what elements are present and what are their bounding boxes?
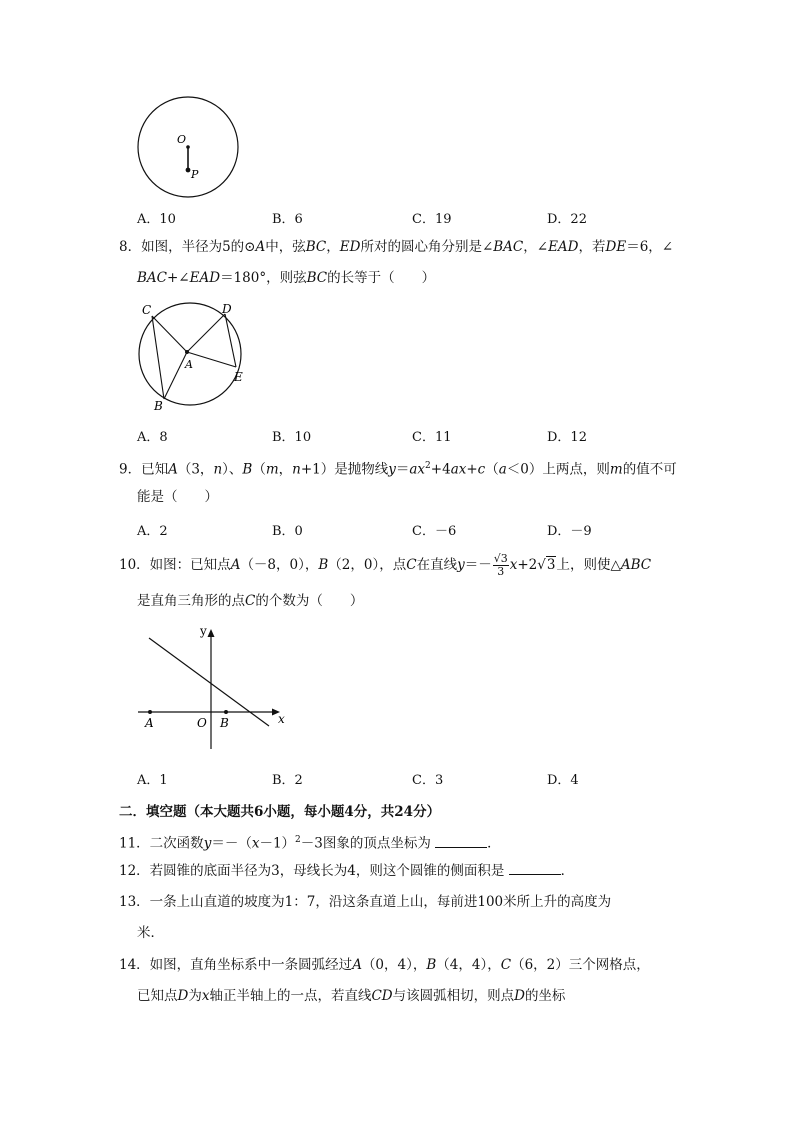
- q7-label-o: O: [177, 133, 187, 146]
- q7-option-d[interactable]: D．22: [547, 212, 587, 227]
- q7-option-a[interactable]: A．10: [137, 212, 176, 227]
- q8-label-e: E: [234, 370, 243, 384]
- q9-stem-line2: 能是（ ）: [137, 489, 218, 505]
- q10-point-b: [224, 710, 228, 714]
- q8-circle-figure: [132, 298, 252, 413]
- q10-label-b: B: [220, 716, 229, 730]
- q10-y-axis-arrow: [208, 629, 215, 637]
- q10-option-a[interactable]: A．1: [137, 773, 168, 788]
- q8-segment-ae: [187, 352, 236, 367]
- q8-point-a: [185, 350, 189, 354]
- q10-option-d[interactable]: D．4: [547, 773, 579, 788]
- q8-segment-de: [225, 314, 236, 367]
- q8-stem-line1: 8．如图，半径为5的⊙A中，弦BC，ED所对的圆心角分别是∠BAC，∠EAD，若DE＝6，∠: [119, 239, 674, 255]
- q11-stem: 11．二次函数$y=-(x-1)^2-3$图象的顶点坐标为 ．: [119, 835, 501, 852]
- q9-option-d[interactable]: D．－9: [547, 524, 592, 539]
- q8-option-a[interactable]: A．8: [137, 430, 168, 445]
- q8-label-d: D: [222, 302, 232, 316]
- q9-option-a[interactable]: A．2: [137, 524, 168, 539]
- q10-line-c: [149, 638, 269, 726]
- q8-label-b: B: [154, 399, 163, 413]
- q8-segment-ad: [187, 314, 225, 352]
- q8-stem-line2: BAC+∠EAD＝180°，则弦BC的长等于（ ）: [137, 270, 436, 286]
- q10-option-c[interactable]: C．3: [412, 773, 444, 788]
- q13-stem-line2: 米．: [137, 925, 164, 941]
- q10-label-x: x: [278, 712, 285, 726]
- q8-segment-ab: [164, 352, 187, 399]
- q7-option-b[interactable]: B．6: [272, 212, 303, 227]
- q9-stem-line1: 9．已知A（3，n）、B（m，n+1）是抛物线$y=ax^2+4ax+c(a<0)$上两点，则m的值不可: [119, 461, 677, 478]
- q14-stem-line2: 已知点D为x轴正半轴上的一点，若直线CD与该圆弧相切，则点D的坐标: [137, 988, 566, 1004]
- q8-label-a: A: [185, 358, 193, 371]
- q8-segment-cb: [152, 316, 164, 399]
- q13-stem-line1: 13．一条上山直道的坡度为1：7，沿这条直道上山，每前进100米所上升的高度为: [119, 894, 612, 910]
- q10-option-b[interactable]: B．2: [272, 773, 303, 788]
- q8-option-d[interactable]: D．12: [547, 430, 587, 445]
- q8-option-c[interactable]: C．11: [412, 430, 452, 445]
- q10-stem-line2: 是直角三角形的点C的个数为（ ）: [137, 593, 364, 609]
- q10-fraction: $\frac{√3}{3}$: [493, 552, 508, 578]
- q8-segment-ac: [152, 316, 187, 352]
- q7-circle-figure: [130, 92, 248, 202]
- q14-stem-line1: 14．如图，直角坐标系中一条圆弧经过A（0，4），B（4，4），C（6，2）三个网格点，: [119, 957, 650, 973]
- q8-label-c: C: [142, 303, 152, 317]
- q10-label-y: y: [200, 624, 207, 638]
- q10-label-a: A: [145, 716, 154, 730]
- q7-label-p: P: [191, 168, 199, 181]
- q7-point-p: [186, 168, 191, 173]
- q7-option-c[interactable]: C．19: [412, 212, 452, 227]
- q10-label-o: O: [197, 716, 207, 730]
- q12-stem: 12．若圆锥的底面半径为3，母线长为4，则这个圆锥的侧面积是 ．: [119, 863, 575, 879]
- q8-option-b[interactable]: B．10: [272, 430, 312, 445]
- q7-point-o: [186, 145, 190, 149]
- q9-option-c[interactable]: C．－6: [412, 524, 457, 539]
- section-2-heading: 二．填空题（本大题共6小题，每小题4分，共24分）: [119, 804, 441, 820]
- q10-coordinate-figure: [134, 622, 294, 757]
- q9-option-b[interactable]: B．0: [272, 524, 303, 539]
- q11-answer-blank[interactable]: [435, 835, 487, 848]
- q10-point-a: [148, 710, 152, 714]
- q12-answer-blank[interactable]: [509, 862, 561, 875]
- q10-stem-line1: 10．如图：已知点A（－8，0），B（2，0），点C在直线y＝－ $\frac{√3}{3}$ x+2√3上，则使△ABC: [119, 552, 652, 578]
